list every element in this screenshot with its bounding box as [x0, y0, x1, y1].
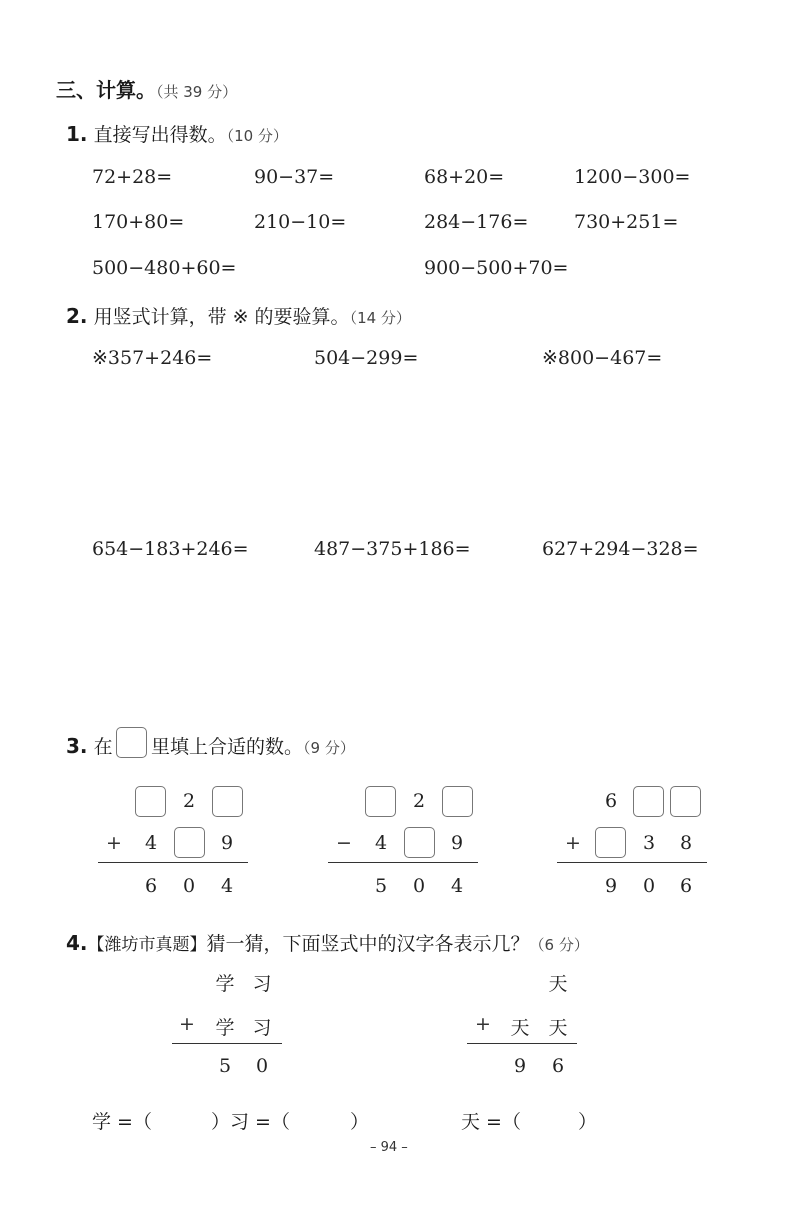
digit: 9 [513, 1055, 527, 1077]
answer-box[interactable] [404, 827, 435, 858]
operator: − [336, 832, 352, 854]
answer-box[interactable] [633, 786, 664, 817]
digit: 9 [220, 832, 234, 854]
answer-xi-close: ） [350, 1111, 370, 1133]
answer-xue-blank[interactable] [152, 1104, 208, 1132]
answer-xue-label: 学 =（ [92, 1111, 152, 1133]
q3-title-pre: 在 [93, 736, 113, 758]
q1-item: 210−10= [254, 211, 347, 233]
sum-line [557, 862, 707, 863]
digit: 9 [604, 875, 618, 897]
page-number: – 94 – [370, 1140, 408, 1155]
q3-title-rest [151, 732, 355, 759]
digit: 4 [450, 875, 464, 897]
digit: 0 [255, 1055, 269, 1077]
operator: + [475, 1013, 491, 1035]
q2-item: ※357+246= [92, 347, 213, 369]
han-char: 学 [215, 973, 235, 995]
q2-score: （14 分） [349, 309, 411, 327]
q2-title [66, 302, 411, 329]
q1-item: 90−37= [254, 166, 335, 188]
q2-item: 654−183+246= [92, 538, 249, 560]
han-char: 学 [215, 1017, 235, 1039]
q4-source-tag: 【潍坊市真题】 [87, 935, 207, 955]
han-char: 天 [510, 1017, 530, 1039]
digit: 3 [642, 832, 656, 854]
q3-title-answer-box [116, 727, 147, 758]
answer-box[interactable] [135, 786, 166, 817]
q1-item: 1200−300= [574, 166, 691, 188]
q2-item: 627+294−328= [542, 538, 699, 560]
han-char: 习 [252, 1017, 272, 1039]
q1-title [66, 120, 288, 147]
digit: 6 [144, 875, 158, 897]
q4-number: 4. [66, 931, 88, 955]
digit: 4 [220, 875, 234, 897]
q2-number: 2. [66, 304, 88, 328]
q1-item: 500−480+60= [92, 257, 237, 279]
digit: 9 [450, 832, 464, 854]
q2-item: 487−375+186= [314, 538, 471, 560]
q4-title [66, 929, 589, 956]
digit: 0 [412, 875, 426, 897]
section-score: （共 39 分） [156, 83, 238, 101]
digit: 0 [182, 875, 196, 897]
q2-title-text: 用竖式计算，带 ※ 的要验算。 [93, 306, 350, 328]
digit: 2 [182, 790, 196, 812]
answer-box[interactable] [670, 786, 701, 817]
answer-box[interactable] [595, 827, 626, 858]
answer-box[interactable] [442, 786, 473, 817]
q3-number: 3. [66, 734, 88, 758]
q1-item: 72+28= [92, 166, 173, 188]
answer-tian-label: 天 =（ [461, 1111, 521, 1133]
q2-item: 504−299= [314, 347, 419, 369]
digit: 0 [642, 875, 656, 897]
digit: 6 [679, 875, 693, 897]
q1-item: 68+20= [424, 166, 505, 188]
digit: 6 [551, 1055, 565, 1077]
section-title [56, 74, 237, 103]
section-title-text: 三、计算。 [56, 78, 156, 102]
digit: 4 [144, 832, 158, 854]
q3-title [66, 732, 113, 759]
q4-score: （6 分） [529, 936, 589, 954]
digit: 2 [412, 790, 426, 812]
difference-line [328, 862, 478, 863]
operator: + [179, 1013, 195, 1035]
q1-item: 900−500+70= [424, 257, 569, 279]
q1-number: 1. [66, 122, 88, 146]
q3-title-post: 里填上合适的数。 [151, 736, 304, 758]
q1-item: 284−176= [424, 211, 529, 233]
digit: 4 [374, 832, 388, 854]
answer-box[interactable] [365, 786, 396, 817]
digit: 5 [374, 875, 388, 897]
answer-xi-label: ）习 =（ [211, 1111, 290, 1133]
han-char: 习 [252, 973, 272, 995]
q1-item: 170+80= [92, 211, 185, 233]
han-char: 天 [548, 973, 568, 995]
digit: 5 [218, 1055, 232, 1077]
q1-item: 730+251= [574, 211, 679, 233]
answer-tian-blank[interactable] [522, 1104, 574, 1132]
sum-line [98, 862, 248, 863]
operator: + [565, 832, 581, 854]
answer-tian-close: ） [578, 1111, 598, 1133]
q3-score: （9 分） [303, 739, 355, 757]
q4-title-text: 猜一猜，下面竖式中的汉字各表示几？ [206, 933, 530, 955]
q1-title-text: 直接写出得数。 [93, 124, 227, 146]
answer-box[interactable] [174, 827, 205, 858]
digit: 8 [679, 832, 693, 854]
digit: 6 [604, 790, 618, 812]
han-char: 天 [548, 1017, 568, 1039]
answer-box[interactable] [212, 786, 243, 817]
q2-item: ※800−467= [542, 347, 663, 369]
sum-line [172, 1043, 282, 1044]
answer-xi-blank[interactable] [294, 1104, 346, 1132]
q1-score: （10 分） [226, 127, 288, 145]
sum-line [467, 1043, 577, 1044]
operator: + [106, 832, 122, 854]
